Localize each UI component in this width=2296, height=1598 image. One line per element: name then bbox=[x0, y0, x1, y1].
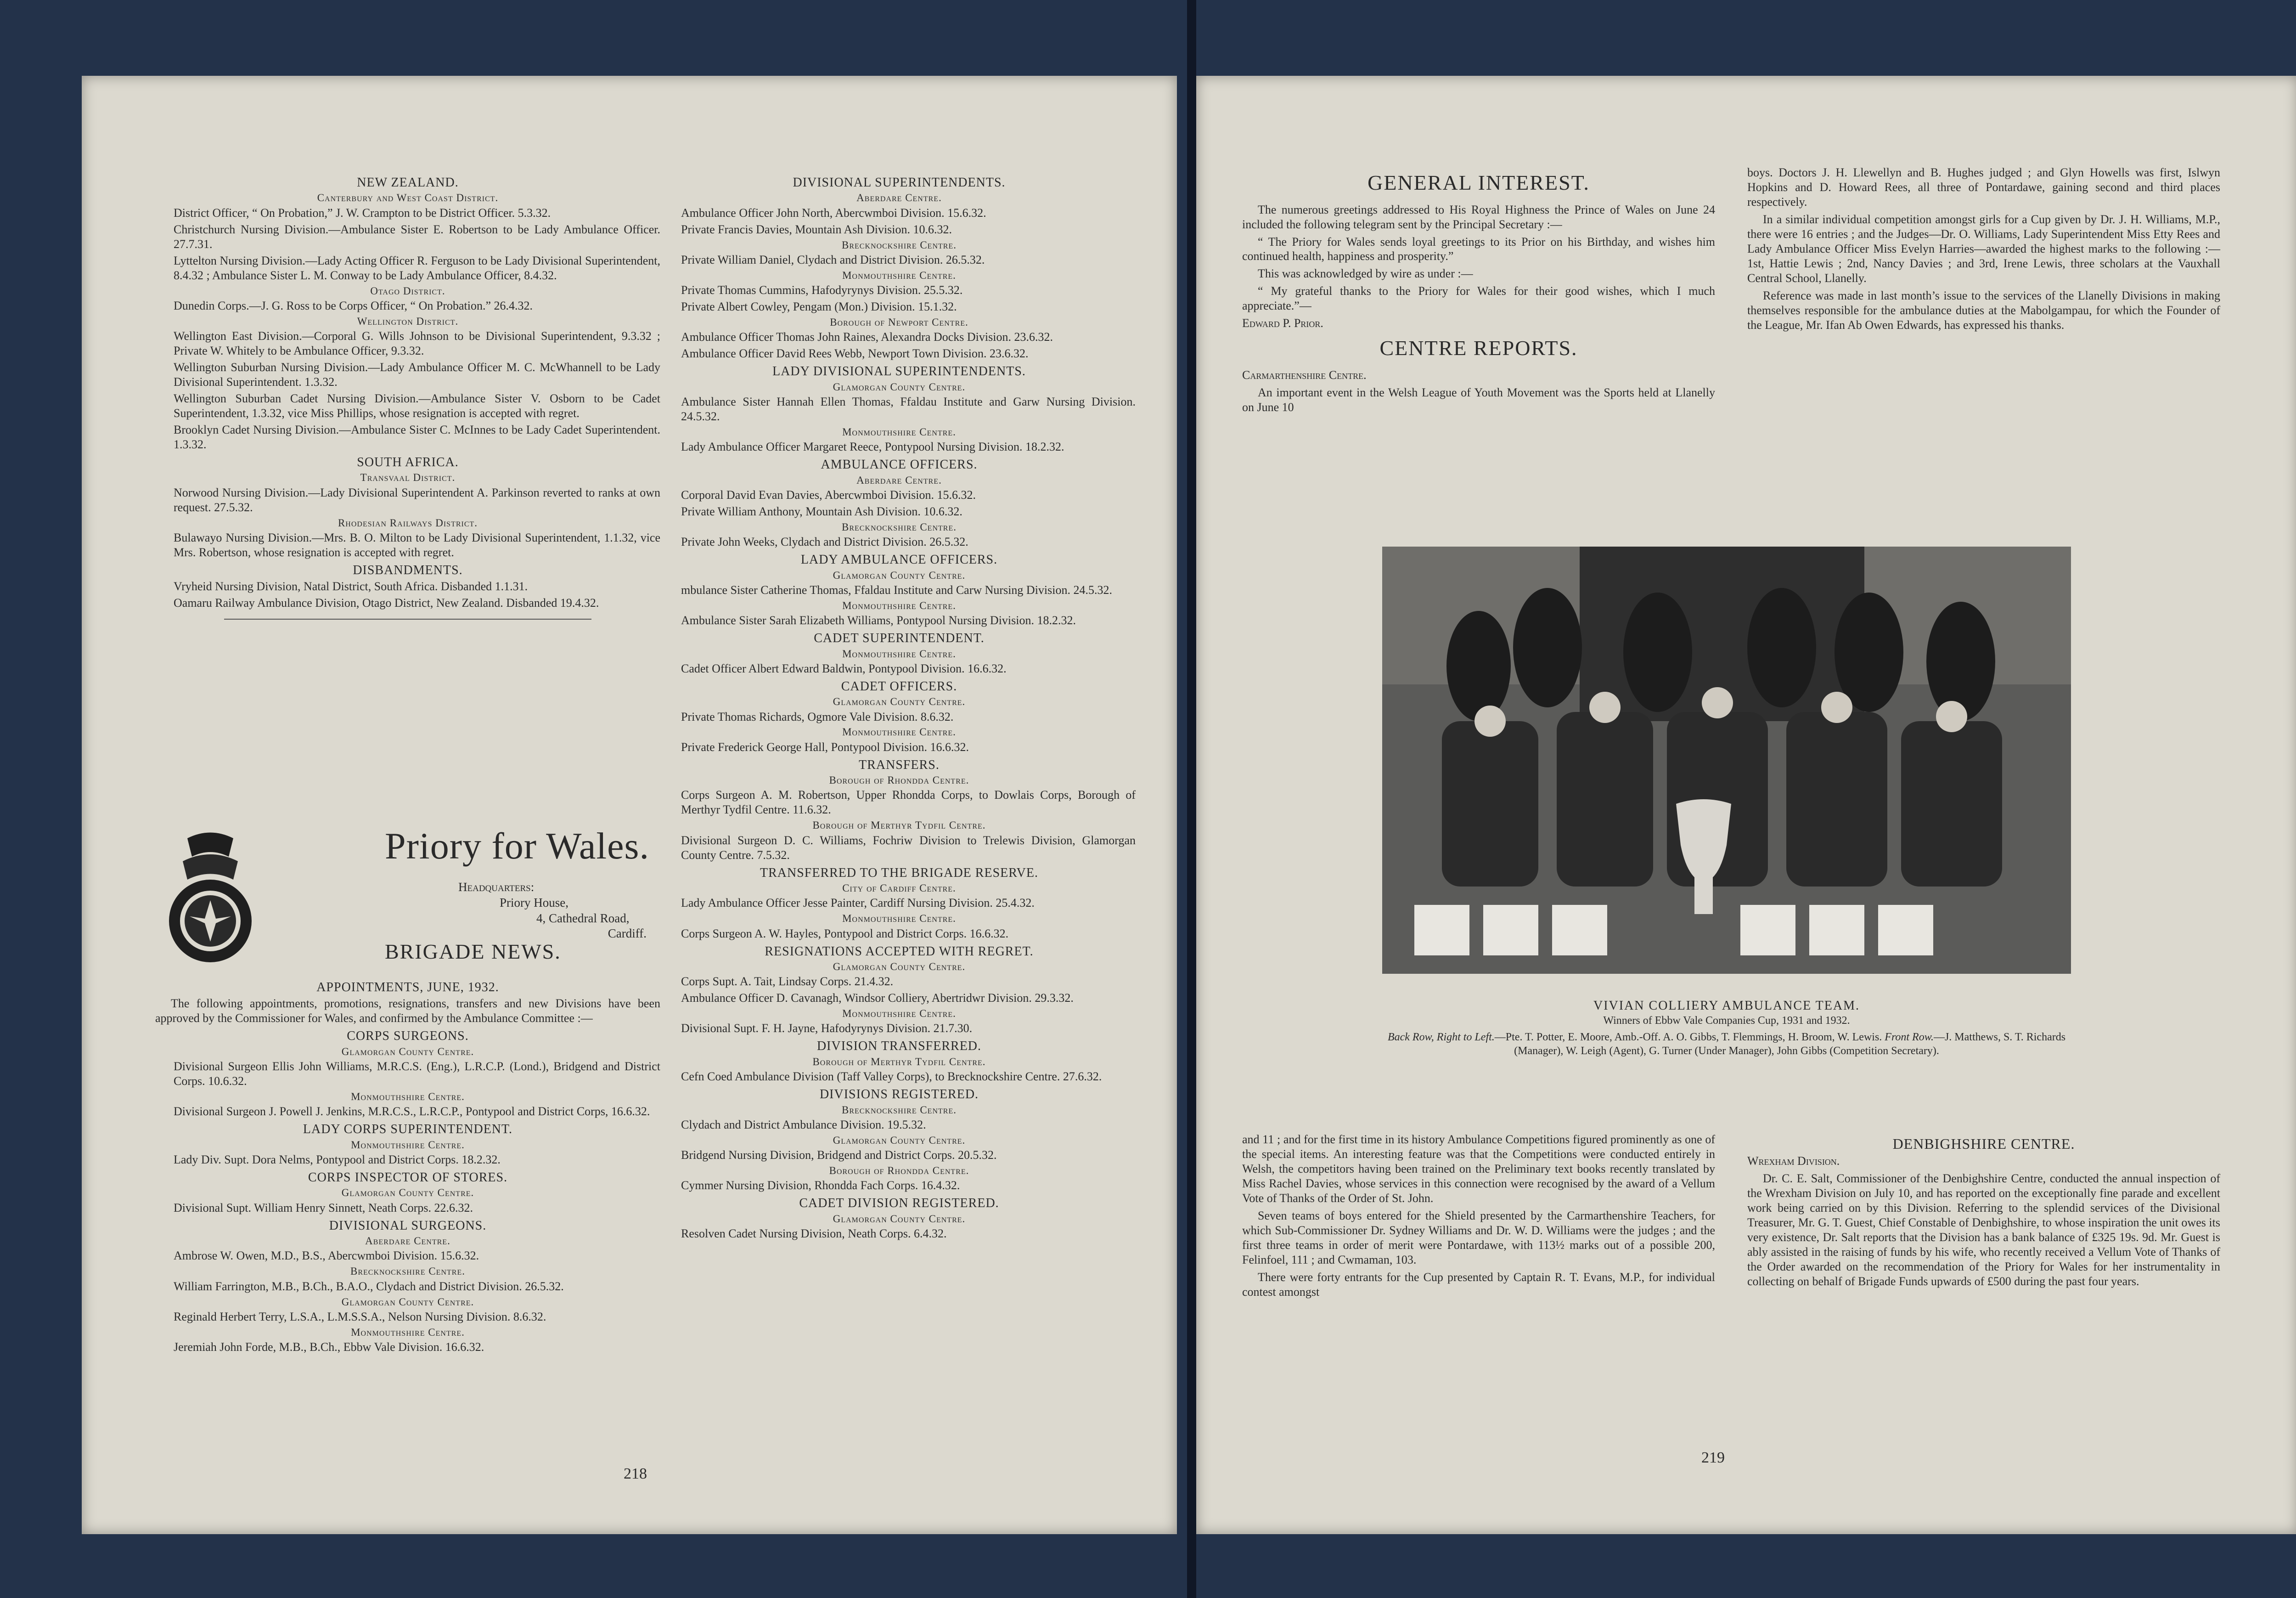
paragraph: An important event in the Welsh League of Youth Movement was the Sports held at Llanelly on June 10 bbox=[1242, 385, 1715, 414]
photo-caption bbox=[1382, 998, 2071, 1058]
book-spine bbox=[1187, 0, 1196, 1598]
heading-brigade-news: BRIGADE NEWS. bbox=[385, 940, 561, 963]
headquarters-address bbox=[449, 880, 647, 942]
caption-names bbox=[1382, 1030, 2071, 1058]
headquarters-label: Headquarters: bbox=[458, 880, 535, 894]
entry: Wellington Suburban Nursing Division.—Lady Ambulance Officer M. C. McWhannell to be Lady Divisional Superintendent. 1.3.32. bbox=[174, 361, 660, 389]
heading-general-interest: GENERAL INTEREST. bbox=[1367, 171, 1590, 194]
subheading: Monmouthshire Centre. bbox=[351, 1139, 465, 1151]
entry: mbulance Sister Catherine Thomas, Ffaldau Institute and Carw Nursing Division. 24.5.32. bbox=[681, 583, 1112, 597]
heading-new-zealand: NEW ZEALAND. bbox=[357, 175, 459, 190]
entry: Private Thomas Cummins, Hafodyrynys Division. 25.5.32. bbox=[681, 283, 963, 297]
heading-centre-reports: CENTRE REPORTS. bbox=[1379, 336, 1578, 360]
entry: Lady Ambulance Officer Jesse Painter, Cardiff Nursing Division. 25.4.32. bbox=[681, 896, 1035, 910]
subheading: Monmouthshire Centre. bbox=[842, 913, 956, 925]
subheading: Brecknockshire Centre. bbox=[842, 1104, 957, 1116]
entry: Ambulance Officer Thomas John Raines, Alexandra Docks Division. 23.6.32. bbox=[681, 330, 1053, 344]
entry: Cymmer Nursing Division, Rhondda Fach Corps. 16.4.32. bbox=[681, 1179, 960, 1192]
caption-front-row-names: —J. Matthews, S. T. Richards (Manager), W. Leigh (Agent), G. Turner (Under Manager), John Gibbs (Competition Secretary). bbox=[1514, 1031, 2066, 1057]
right-column-2-top bbox=[1747, 165, 2220, 335]
subheading: Wrexham Division. bbox=[1747, 1154, 1840, 1168]
heading-cadet-superintendent: CADET SUPERINTENDENT. bbox=[814, 631, 985, 646]
subheading: Glamorgan County Centre. bbox=[341, 1045, 474, 1057]
entry: Ambulance Sister Hannah Ellen Thomas, Ffaldau Institute and Garw Nursing Division. 24.5.32. bbox=[681, 395, 1136, 423]
entry: Lady Ambulance Officer Margaret Reece, Pontypool Nursing Division. 18.2.32. bbox=[681, 440, 1064, 454]
subheading: Monmouthshire Centre. bbox=[351, 1326, 465, 1338]
subheading: City of Cardiff Centre. bbox=[842, 882, 956, 894]
caption-subtitle: Winners of Ebbw Vale Companies Cup, 1931 and 1932. bbox=[1603, 1015, 1850, 1027]
subheading: Transvaal District. bbox=[360, 472, 456, 484]
caption-front-row-label: Front Row. bbox=[1885, 1031, 1934, 1043]
paragraph: The numerous greetings addressed to His Royal Highness the Prince of Wales on June 24 included the following telegram sent by the Principal Secretary :— bbox=[1242, 203, 1715, 231]
heading-lady-corps-superintendent: LADY CORPS SUPERINTENDENT. bbox=[303, 1122, 513, 1137]
paragraph: Seven teams of boys entered for the Shield presented by the Carmarthenshire Teachers, for which Sub-Commissioner Dr. Sydney Williams and Dr. W. D. Williams were the judges ; and the first three teams in order of merit were Pontardawe, with 113½ marks out of a possible 200, Felinfoel, 111 ; and Cwmaman, 103. bbox=[1242, 1208, 1715, 1266]
heading-cadet-division-registered: CADET DIVISION REGISTERED. bbox=[799, 1196, 999, 1211]
entry: Private William Daniel, Clydach and District Division. 26.5.32. bbox=[681, 253, 985, 266]
subheading: Monmouthshire Centre. bbox=[842, 269, 956, 281]
entry: Resolven Cadet Nursing Division, Neath Corps. 6.4.32. bbox=[681, 1227, 947, 1241]
heading-cadet-officers: CADET OFFICERS. bbox=[841, 679, 957, 694]
subheading: Glamorgan County Centre. bbox=[833, 381, 966, 393]
subheading: Borough of Rhondda Centre. bbox=[829, 774, 969, 786]
page-number: 218 bbox=[624, 1465, 647, 1482]
entry: Ambulance Officer John North, Abercwmboi Division. 15.6.32. bbox=[681, 206, 986, 220]
heading-corps-surgeons: CORPS SURGEONS. bbox=[347, 1029, 469, 1044]
subheading: Canterbury and West Coast District. bbox=[317, 192, 499, 204]
paragraph: Reference was made in last month’s issue to the services of the Llanelly Divisions in making themselves responsible for the ambulance duties at the Mabolgampau, for which the Founder of the League, Mr. Ifan Ab Owen Edwards, has expressed his thanks. bbox=[1747, 288, 2220, 332]
heading-division-transferred: DIVISION TRANSFERRED. bbox=[816, 1039, 982, 1054]
caption-back-row-names: —Pte. T. Potter, E. Moore, Amb.-Off. A. O. Gibbs, T. Flemmings, H. Broom, W. Lewis. bbox=[1494, 1031, 1882, 1043]
paragraph: There were forty entrants for the Cup presented by Captain R. T. Evans, M.P., for individual contest amongst bbox=[1242, 1270, 1715, 1299]
heading-resignations: RESIGNATIONS ACCEPTED WITH REGRET. bbox=[765, 944, 1034, 959]
team-photograph bbox=[1382, 547, 2071, 974]
entry: Clydach and District Ambulance Division. 19.5.32. bbox=[681, 1118, 926, 1131]
entry: Private Francis Davies, Mountain Ash Division. 10.6.32. bbox=[681, 222, 952, 236]
paragraph: “ My grateful thanks to the Priory for Wales for their good wishes, which I much appreciate.”— bbox=[1242, 284, 1715, 313]
subheading: Brecknockshire Centre. bbox=[350, 1265, 465, 1277]
paragraph: and 11 ; and for the first time in its history Ambulance Competitions figured prominently as one of the special items. An interesting feature was that the Competitions were conducted entirely in Welsh, the competitors having been trained on the Preliminary text books recently translated by Miss Rachel Davies, whose services in this connection were recognised by the award of a Vellum Vote of Thanks of the Order of St. John. bbox=[1242, 1133, 1715, 1205]
entry: Corps Surgeon A. W. Hayles, Pontypool and District Corps. 16.6.32. bbox=[681, 926, 1009, 940]
appointments-intro: The following appointments, promotions, resignations, transfers and new Divisions have been approved by the Commissioner for Wales, and confirmed by the Ambulance Committee :— bbox=[155, 997, 660, 1025]
subheading: Rhodesian Railways District. bbox=[338, 517, 478, 529]
team-photograph-image bbox=[1382, 547, 2071, 974]
entry: Lady Div. Supt. Dora Nelms, Pontypool and District Corps. 18.2.32. bbox=[174, 1153, 501, 1166]
heading-lady-divisional-superintendents: LADY DIVISIONAL SUPERINTENDENTS. bbox=[772, 364, 1026, 379]
heading-divisions-registered: DIVISIONS REGISTERED. bbox=[819, 1087, 979, 1102]
entry: Lyttelton Nursing Division.—Lady Acting Officer R. Ferguson to be Lady Divisional Superintendent, 8.4.32 ; Ambulance Sister L. M. Conway to be Lady Ambulance Officer, 8.4.32. bbox=[174, 254, 660, 282]
subheading: Wellington District. bbox=[357, 315, 459, 327]
entry: Divisional Surgeon J. Powell J. Jenkins, M.R.C.S., L.R.C.P., Pontypool and District Corps, 16.6.32. bbox=[174, 1105, 650, 1118]
subheading: Borough of Newport Centre. bbox=[830, 316, 968, 328]
entry: Corporal David Evan Davies, Abercwmboi Division. 15.6.32. bbox=[681, 488, 976, 502]
heading-divisional-superintendents: DIVISIONAL SUPERINTENDENTS. bbox=[793, 175, 1006, 190]
entry: Divisional Supt. William Henry Sinnett, Neath Corps. 22.6.32. bbox=[174, 1201, 473, 1214]
paragraph: In a similar individual competition amongst girls for a Cup given by Dr. J. H. Williams, M.P., there were 16 entries ; and the Judges—Dr. O. Williams, Lady Superintendent Miss Etty Rees and Lady Ambulance Officer Miss Evelyn Harries—awarded the highest marks to the following :—1st, Hattie Lewis ; 2nd, Nancy Davies ; and 3rd, Irene Lewis, three scholars at the Vauxhall Central School, Llanelly. bbox=[1747, 212, 2220, 285]
signature-line: Edward P. Prior. bbox=[1242, 316, 1323, 330]
priory-emblem-icon bbox=[155, 829, 265, 967]
entry: Dunedin Corps.—J. G. Ross to be Corps Officer, “ On Probation.” 26.4.32. bbox=[174, 299, 533, 312]
entry: Cefn Coed Ambulance Division (Taff Valley Corps), to Brecknockshire Centre. 27.6.32. bbox=[681, 1070, 1102, 1084]
page-number: 219 bbox=[1701, 1449, 1725, 1466]
left-column-2 bbox=[663, 172, 1136, 1243]
paragraph: This was acknowledged by wire as under :— bbox=[1258, 267, 1473, 281]
address-line: Cardiff. bbox=[608, 926, 647, 941]
right-column-2-bottom bbox=[1747, 1132, 2220, 1292]
subheading: Glamorgan County Centre. bbox=[833, 1213, 966, 1225]
subheading: Aberdare Centre. bbox=[365, 1235, 450, 1247]
entry: District Officer, “ On Probation,” J. W. Crampton to be District Officer. 5.3.32. bbox=[174, 206, 551, 220]
entry: Divisional Surgeon Ellis John Williams, M.R.C.S. (Eng.), L.R.C.P. (Lond.), Bridgend and District Corps. 10.6.32. bbox=[174, 1060, 660, 1088]
entry: Wellington East Division.—Corporal G. Wills Johnson to be Divisional Superintendent, 9.3.32 ; Private W. Whitely to be Ambulance Officer, 9.3.32. bbox=[174, 329, 660, 358]
subheading: Glamorgan County Centre. bbox=[833, 960, 966, 972]
right-column-1-bottom bbox=[1242, 1132, 1715, 1302]
heading-lady-ambulance-officers: LADY AMBULANCE OFFICERS. bbox=[800, 553, 998, 567]
entry: Jeremiah John Forde, M.B., B.Ch., Ebbw Vale Division. 16.6.32. bbox=[174, 1340, 484, 1354]
subheading: Glamorgan County Centre. bbox=[833, 569, 966, 581]
subheading: Monmouthshire Centre. bbox=[842, 426, 956, 438]
entry: Private Frederick George Hall, Pontypool Division. 16.6.32. bbox=[681, 740, 969, 754]
right-column-1-top bbox=[1242, 165, 1715, 418]
entry: Ambrose W. Owen, M.D., B.S., Abercwmboi Division. 15.6.32. bbox=[174, 1249, 479, 1263]
subheading: Monmouthshire Centre. bbox=[842, 1008, 956, 1020]
heading-denbighshire: DENBIGHSHIRE CENTRE. bbox=[1892, 1135, 2075, 1152]
left-column-1 bbox=[155, 172, 660, 628]
subheading: Otago District. bbox=[370, 285, 445, 297]
subheading: Glamorgan County Centre. bbox=[833, 696, 966, 708]
heading-appointments: APPOINTMENTS, JUNE, 1932. bbox=[316, 980, 499, 994]
subheading: Glamorgan County Centre. bbox=[833, 1134, 966, 1146]
subheading: Borough of Rhondda Centre. bbox=[829, 1165, 969, 1177]
entry: Corps Surgeon A. M. Robertson, Upper Rhondda Corps, to Dowlais Corps, Borough of Merthyr Tydfil Centre. 11.6.32. bbox=[681, 788, 1136, 817]
subheading: Borough of Merthyr Tydfil Centre. bbox=[812, 1056, 986, 1067]
subheading: Glamorgan County Centre. bbox=[341, 1296, 474, 1308]
entry: Norwood Nursing Division.—Lady Divisional Superintendent A. Parkinson reverted to ranks at own request. 27.5.32. bbox=[174, 486, 660, 514]
subheading: Monmouthshire Centre. bbox=[351, 1091, 465, 1103]
heading-transfers: TRANSFERS. bbox=[859, 757, 940, 772]
entry: Ambulance Officer David Rees Webb, Newport Town Division. 23.6.32. bbox=[681, 347, 1029, 361]
heading-ambulance-officers: AMBULANCE OFFICERS. bbox=[821, 457, 978, 472]
left-column-1-lower bbox=[155, 977, 660, 1356]
subheading: Brecknockshire Centre. bbox=[842, 521, 957, 533]
address-line: 4, Cathedral Road, bbox=[536, 911, 630, 925]
paragraph: Dr. C. E. Salt, Commissioner of the Denbighshire Centre, conducted the annual inspection of the Wrexham Division on July 10, and has reported on the exceptionally fine parade and excellent work being carried on by this Division. Referring to the splendid services of the Divisional Treasurer, Mr. G. T. Guest, Chief Constable of Denbighshire, to whose inspiration the unit owes its very existence, Dr. Salt reports that the Division has a bank balance of £325 19s. 9d. Mr. Guest is ably assisted in the raising of funds by his wife, who recently received a Vellum Vote of Thanks of the Order awarded on the recommendation of the Priory for Wales for her instrumentality in collecting on behalf of Brigade Funds upwards of £500 during the past four years. bbox=[1747, 1172, 2220, 1288]
subheading: Aberdare Centre. bbox=[856, 192, 942, 204]
subheading: Monmouthshire Centre. bbox=[842, 648, 956, 660]
subheading: Borough of Merthyr Tydfil Centre. bbox=[812, 819, 986, 831]
address-line: Priory House, bbox=[500, 895, 568, 909]
caption-back-row-label: Back Row, Right to Left. bbox=[1387, 1031, 1495, 1043]
entry: Bulawayo Nursing Division.—Mrs. B. O. Milton to be Lady Divisional Superintendent, 1.1.32, vice Mrs. Robertson, whose resignation is accepted with regret. bbox=[174, 531, 660, 559]
subheading: Carmarthenshire Centre. bbox=[1242, 368, 1367, 382]
entry: Christchurch Nursing Division.—Ambulance Sister E. Robertson to be Lady Ambulance Officer. 27.7.31. bbox=[174, 222, 660, 251]
divider-rule bbox=[224, 619, 591, 620]
entry: Ambulance Officer D. Cavanagh, Windsor Colliery, Abertridwr Division. 29.3.32. bbox=[681, 991, 1074, 1005]
entry: Private John Weeks, Clydach and District Division. 26.5.32. bbox=[681, 535, 968, 549]
priory-title: Priory for Wales. bbox=[385, 825, 649, 867]
entry: William Farrington, M.B., B.Ch., B.A.O., Clydach and District Division. 26.5.32. bbox=[174, 1279, 564, 1293]
entry: Private William Anthony, Mountain Ash Division. 10.6.32. bbox=[681, 504, 962, 518]
heading-brigade-reserve: TRANSFERRED TO THE BRIGADE RESERVE. bbox=[760, 865, 1039, 880]
caption-title: VIVIAN COLLIERY AMBULANCE TEAM. bbox=[1593, 999, 1860, 1013]
entry: Reginald Herbert Terry, L.S.A., L.M.S.S.A., Nelson Nursing Division. 8.6.32. bbox=[174, 1310, 546, 1323]
entry: Corps Supt. A. Tait, Lindsay Corps. 21.4.32. bbox=[681, 975, 894, 988]
subheading: Brecknockshire Centre. bbox=[842, 239, 957, 251]
left-page bbox=[82, 76, 1177, 1534]
paragraph: boys. Doctors J. H. Llewellyn and B. Hughes judged ; and Glyn Howells was first, Islwyn Hopkins and D. Howard Rees, all three of Pontardawe, gaining second and third places respectively. bbox=[1747, 166, 2220, 209]
subheading: Glamorgan County Centre. bbox=[341, 1187, 474, 1199]
entry: Private Thomas Richards, Ogmore Vale Division. 8.6.32. bbox=[681, 710, 954, 723]
subheading: Monmouthshire Centre. bbox=[842, 726, 956, 738]
heading-corps-inspector: CORPS INSPECTOR OF STORES. bbox=[308, 1170, 508, 1185]
entry: Divisional Supt. F. H. Jayne, Hafodyrynys Division. 21.7.30. bbox=[681, 1022, 973, 1035]
entry: Ambulance Sister Sarah Elizabeth Williams, Pontypool Nursing Division. 18.2.32. bbox=[681, 614, 1076, 627]
entry: Divisional Surgeon D. C. Williams, Fochriw Division to Trelewis Division, Glamorgan County Centre. 7.5.32. bbox=[681, 833, 1136, 862]
entry: Wellington Suburban Cadet Nursing Division.—Ambulance Sister V. Osborn to be Cadet Superintendent, 1.3.32, vice Miss Phillips, whose resignation is accepted with regret. bbox=[174, 391, 660, 420]
heading-disbandments: DISBANDMENTS. bbox=[353, 563, 463, 577]
entry: Brooklyn Cadet Nursing Division.—Ambulance Sister C. McInnes to be Lady Cadet Superintendent. 1.3.32. bbox=[174, 423, 660, 451]
entry: Cadet Officer Albert Edward Baldwin, Pontypool Division. 16.6.32. bbox=[681, 661, 1007, 675]
subheading: Monmouthshire Centre. bbox=[842, 599, 956, 611]
entry: Private Albert Cowley, Pengam (Mon.) Division. 15.1.32. bbox=[681, 300, 957, 314]
paragraph: “ The Priory for Wales sends loyal greetings to its Prior on his Birthday, and wishes him continued health, happiness and prosperity.” bbox=[1242, 235, 1715, 263]
entry: Bridgend Nursing Division, Bridgend and District Corps. 20.5.32. bbox=[681, 1148, 997, 1162]
subheading: Aberdare Centre. bbox=[856, 474, 942, 486]
heading-divisional-surgeons: DIVISIONAL SURGEONS. bbox=[329, 1218, 487, 1233]
entry: Vryheid Nursing Division, Natal District, South Africa. Disbanded 1.1.31. bbox=[174, 580, 528, 593]
entry: Oamaru Railway Ambulance Division, Otago District, New Zealand. Disbanded 19.4.32. bbox=[174, 596, 599, 610]
heading-south-africa: SOUTH AFRICA. bbox=[357, 455, 459, 469]
